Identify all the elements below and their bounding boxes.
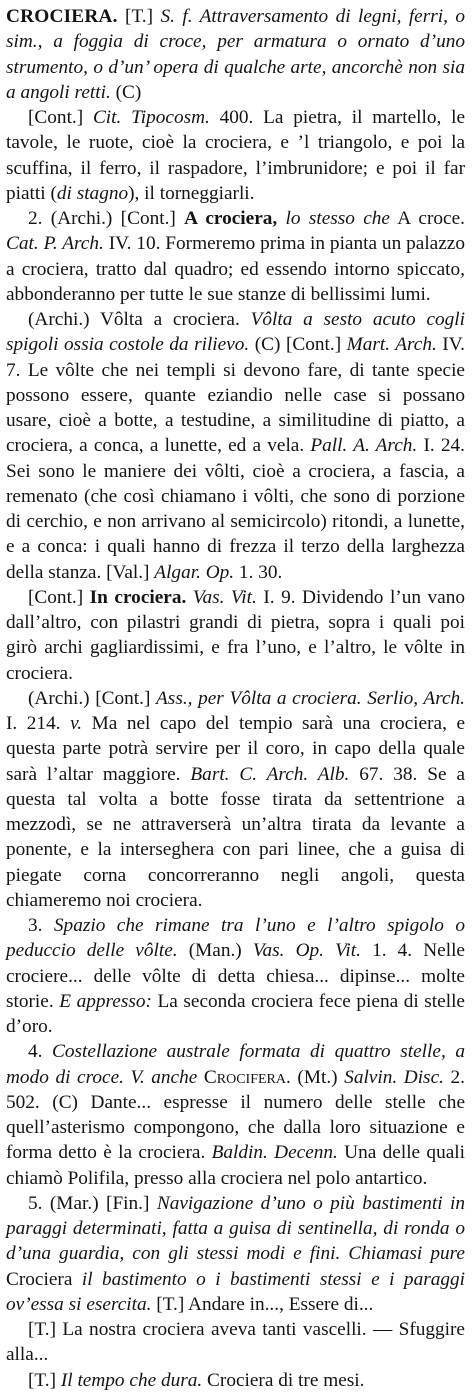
sense-definition-2: il bastimento o i bastimenti stessi e i paraggi ov’essa si esercita.	[6, 1268, 465, 1315]
entry-sense-5	[6, 1191, 465, 1317]
entry-sense-2	[6, 206, 465, 307]
sense-number: 5. (Mar.) [Fin.]	[28, 1192, 157, 1214]
sense-number: 4.	[28, 1041, 53, 1063]
sense-label: (Archi.) [Cont.]	[28, 687, 157, 709]
entry-tag: [T.]	[117, 6, 161, 27]
sense-definition: Ass., per Vôlta a crociera. Serlio, Arch.	[156, 687, 465, 709]
entry-sense-volta	[6, 307, 465, 585]
entry-example-2	[6, 1368, 465, 1393]
citation-source: Vas. Op. Vit.	[252, 940, 361, 962]
citation-source: Cit. Tipocosm.	[92, 107, 210, 128]
sense-tag: (Man.)	[177, 940, 253, 962]
sense-label: 2. (Archi.) [Cont.]	[28, 208, 185, 229]
sense-phrase: In crociera.	[89, 586, 187, 608]
entry-example	[6, 1317, 465, 1368]
citation-text: I. 214.	[6, 713, 71, 734]
entry-definition-1	[6, 4, 465, 105]
citation-text-2: I. 24. Sei sono le maniere dei vôlti, cioè a crociera, a fascia, a remenato (che così chiamano i vôlti, che sono di porzione di cerchio, e non arrivano al semicircolo) ritondi, a lunette, e a conca: i quali hanno di frezza il terzo della larghezza della stanza. [Val.]	[6, 435, 465, 583]
example-text: [T.] La nostra crociera aveva tanti vascelli. — Sfuggire alla...	[6, 1319, 465, 1366]
sense-term: Crociera	[6, 1268, 82, 1290]
citation-source: Vas. Vit.	[186, 586, 257, 608]
citation-italic: v.	[70, 713, 83, 734]
citation-italic: di stagno	[56, 182, 129, 204]
citation-source-2: Bart. C. Arch. Alb.	[190, 763, 350, 785]
citation-source-3: Algar. Op.	[154, 561, 235, 583]
citation-text-3: 67. 38. Se a questa tal volta a botte fosse tirata da settentrione a mezzodì, se ne attraverserà un’altra tirata da levante a ponente, e la interseghera con pari linee, che a guisa di piegate corna concorreranno negli angoli, questa chiameremo noi crociera.	[6, 763, 466, 911]
sense-definition: Vôlta a sesto acuto cogli spigoli ossia costole da rilievo.	[6, 309, 465, 356]
citation-source-2: Pall. A. Arch.	[310, 435, 418, 457]
citation-italic: E appresso:	[59, 990, 152, 1012]
citation-text-2: La seconda crociera fece piena di stelle d’oro.	[6, 990, 465, 1037]
example-tag: [T.]	[28, 1369, 61, 1391]
sense-tag: (Mt.)	[290, 1066, 345, 1088]
entry-citation-1	[6, 105, 465, 206]
citation-text-2: Una delle quali chiamò Polifila, presso alla crociera nel polo antartico.	[6, 1142, 465, 1189]
citation-text: IV. 10. Formeremo prima in pianta un palazzo a crociera, tratto dal quadro; ed essendo intorno spiccato, abbonderanno per tutte le sue stanze di bellissimi lumi.	[6, 233, 465, 305]
citation-source-2: Baldin. Decenn.	[211, 1142, 338, 1164]
citation-text: 2. 502. (C) Dante... espresse il numero delle stelle che quell’asterismo compongono, che dalla loro situazione e forma detto è la crociera.	[6, 1066, 466, 1164]
sense-gloss: lo stesso che	[277, 208, 390, 229]
entry-headword: CROCIERA.	[6, 6, 118, 27]
sense-definition: Navigazione d’uno o più bastimenti in paraggi determinati, fatta a guisa di sentinella, di ronda o d’una guardia, con gli stessi modi e fini. Chiamasi pure	[6, 1192, 465, 1265]
entry-source-tag: (C)	[110, 81, 142, 103]
sense-number: 3.	[28, 915, 54, 936]
citation-text: I. 9. Dividendo l’un vano dall’altro, con pilastri grandi di pietra, sopra i quali poi girò archi gagliardissimi, e fra l’uno, e l’altro, le vôlte in crociera.	[6, 586, 465, 684]
sense-tag: (C) [Cont.]	[249, 334, 347, 356]
entry-definition-text: S. f. Attraversamento di legni, ferri, o sim., a foggia di croce, per armatura o ornato d’uno strumento, o d’un’ opera di qualche arte, ancorchè non sia a angoli retti.	[6, 6, 465, 103]
sense-label: [Cont.]	[28, 586, 90, 608]
citation-source: Salvin. Disc.	[344, 1066, 444, 1088]
sense-definition: Spazio che rimane tra l’uno e l’altro spigolo o peduccio delle vôlte.	[6, 915, 465, 962]
sense-gloss-term: A croce.	[390, 208, 465, 229]
entry-sense-3	[6, 913, 465, 1039]
citation-source: Cat. P. Arch.	[6, 233, 104, 255]
citation-text: 1. 4. Nelle crociere... delle vôlte di detta chiesa... dipinse... molte storie.	[6, 940, 465, 1012]
entry-sense-4	[6, 1039, 465, 1191]
example-definition: Il tempo che dura.	[60, 1369, 203, 1391]
sense-example: [T.] Andare in..., Essere di...	[151, 1293, 374, 1315]
cross-reference: Crocifera.	[197, 1066, 291, 1088]
citation-text-3: 1. 30.	[234, 561, 283, 583]
citation-text: IV. 7. Le vôlte che nei templi si devono fare, di tante specie possono essere, quante eziandio nelle case si possano usare, cioè a botte, a testudine, a similitudine di piatto, a crociera, a conca, a lunette, ed a vela.	[6, 334, 465, 457]
citation-text: 400. La pietra, il martello, le tavole, le ruote, cioè la crociera, e ’l triangolo, e poi la scuffina, il ferro, il raspadore, l’imbrunidore; e poi il far piatti (	[6, 107, 465, 204]
citation-source: Mart. Arch.	[346, 334, 437, 356]
sense-label: (Archi.) Vôlta a crociera.	[28, 309, 251, 330]
example-text: Crociera di tre mesi.	[202, 1369, 365, 1391]
entry-sense-in-crociera	[6, 585, 465, 686]
citation-text-2: Ma nel capo del tempio sarà una crociera, e questa parte potrà servire per il coro, in capo della quale sarà l’altar maggiore.	[6, 713, 465, 785]
citation-text-end: ), il torneggiarli.	[128, 182, 255, 204]
citation-tag: [Cont.]	[28, 107, 93, 128]
entry-sense-assoluto	[6, 686, 465, 913]
sense-phrase: A crociera,	[184, 208, 278, 229]
sense-definition: Costellazione australe formata di quattro stelle, a modo di croce. V. anche	[6, 1041, 465, 1088]
